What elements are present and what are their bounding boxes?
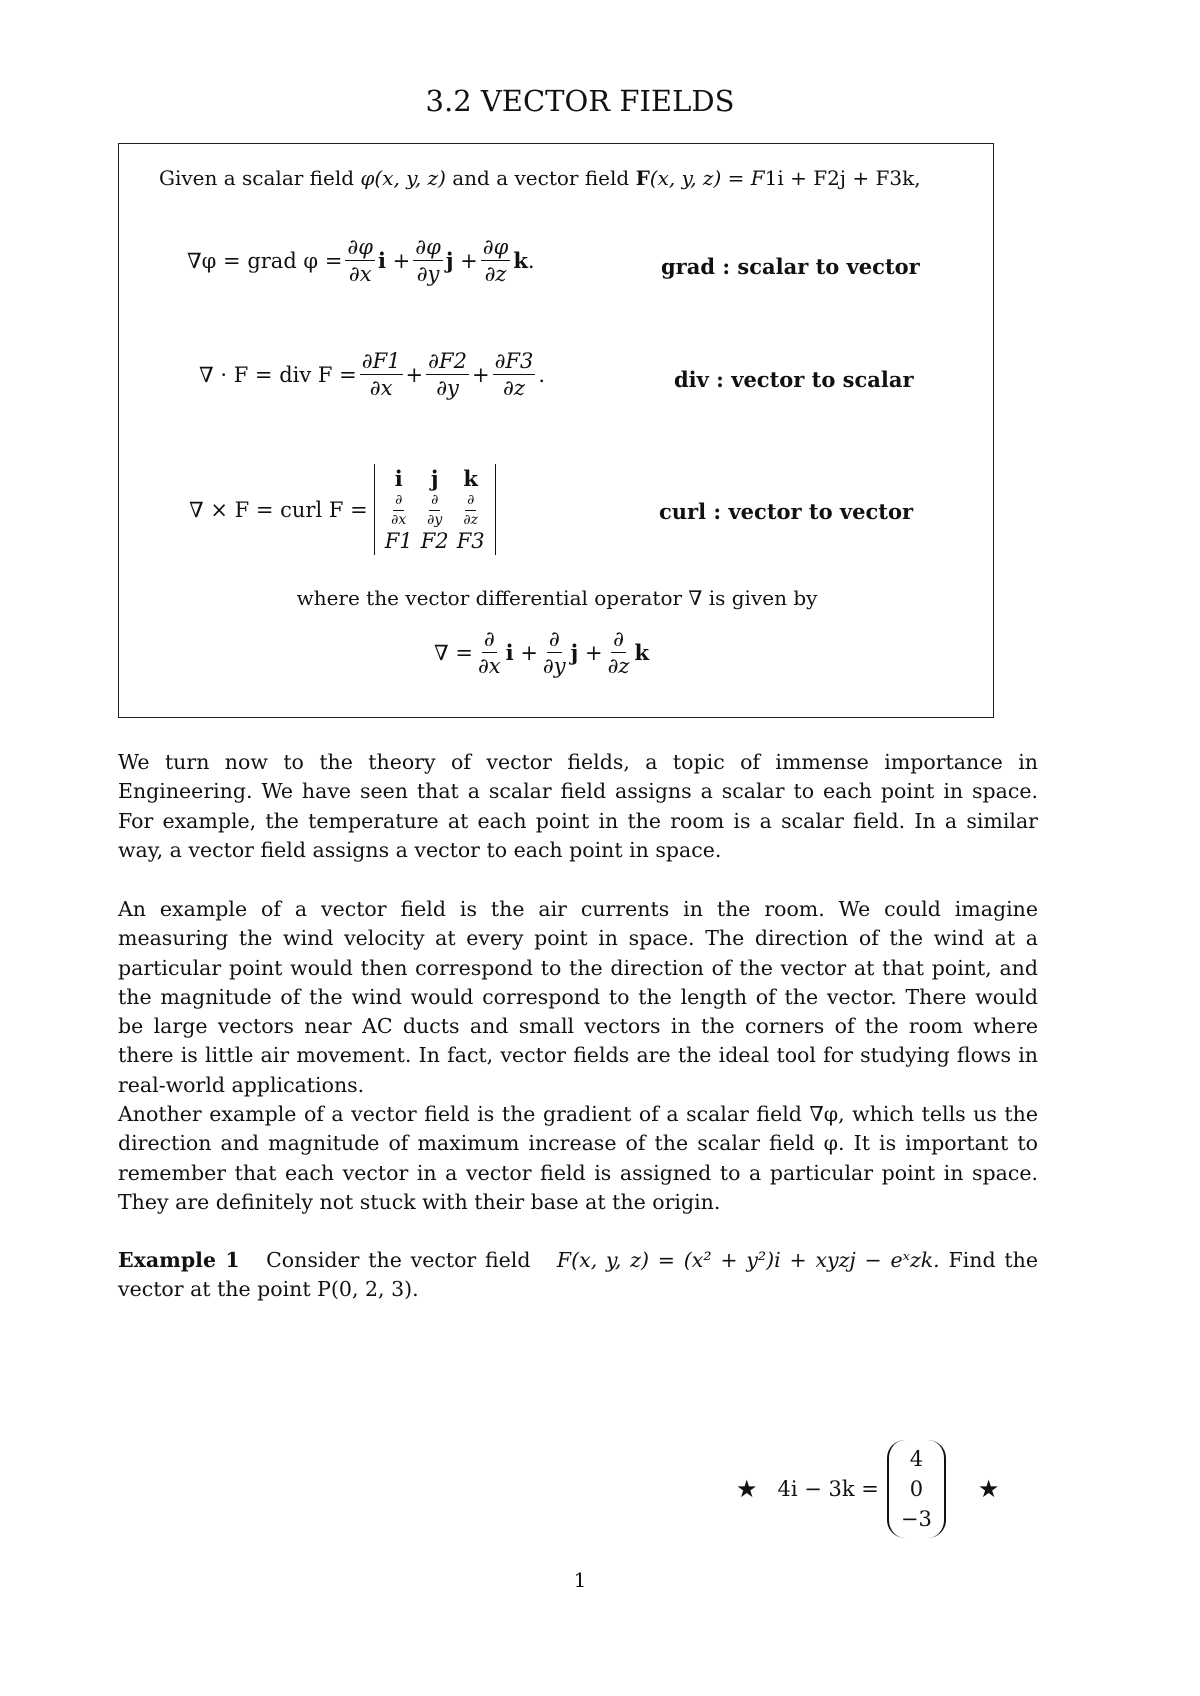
div-equation: ∇ · F = div F = $\frac{\partial F1}{\partial x}$ + $\frac{\partial F2}{\partial y}$ + $\frac{\partial F3}{\partial z}$ . xyxy=(199,349,546,401)
curl-equation: ∇ × F = curl F = i j k $\frac{\partial}{\partial x}$ $\frac{\partial}{\partial y}$ $\frac{\partial}{\partial z}$ F1 F2 F3 xyxy=(189,464,496,555)
formula-box xyxy=(118,143,994,718)
star-icon: ★ xyxy=(736,1475,758,1503)
grad-equation: ∇φ = grad φ = $\frac{\partial\varphi}{\partial x}$ i + $\frac{\partial\varphi}{\partial y}$ j + $\frac{\partial\varphi}{\partial z}$ k . xyxy=(187,235,535,287)
nabla-caption: where the vector differential operator ∇ is given by xyxy=(296,586,818,610)
star-icon: ★ xyxy=(977,1475,1000,1503)
curl-tag: curl : vector to vector xyxy=(659,499,914,524)
paragraph-3: Another example of a vector field is the gradient of a scalar field ∇φ, which tells us the direction and magnitude of maximum increase of the scalar field φ. It is important to remember that each vector in a vector field is assigned to a particular point in space. They are definitely not stuck with their base at the origin. xyxy=(118,1102,1038,1214)
paragraph-2: An example of a vector field is the air currents in the room. We could imagine measuring the wind velocity at every point in space. The direction of the wind at a particular point would then correspond to the direction of the vector at that point, and the magnitude of the wind would correspond to the length of the vector. There would be large vectors near AC ducts and small vectors in the corners of the room where there is little air movement. In fact, vector fields are the ideal tool for studying flows in real-world applications. xyxy=(118,897,1038,1097)
example-1: Example 1 Consider the vector field F(x, y, z) = (x² + y²)i + xyzj − eˣzk. Find the vector at the point P(0, 2, 3). xyxy=(118,1248,1038,1302)
grad-tag: grad : scalar to vector xyxy=(661,254,920,279)
div-tag: div : vector to scalar xyxy=(674,367,914,392)
example-answer: ★ 4i − 3k = 4 0 −3 ★ xyxy=(736,1440,999,1538)
curl-determinant: i j k $\frac{\partial}{\partial x}$ $\frac{\partial}{\partial y}$ $\frac{\partial}{\partial z}$ F1 F2 F3 xyxy=(374,464,496,555)
box-intro: Given a scalar field φ(x, y, z) and a vector field F(x, y, z) = F1i + F2j + F3k, xyxy=(159,166,921,190)
nabla-equation: ∇ = $\frac{\partial}{\partial x}$ i + $\frac{\partial}{\partial y}$ j + $\frac{\partial}{\partial z}$ k xyxy=(434,627,650,679)
example-formula: F(x, y, z) = (x² + y²)i + xyzj − eˣzk. xyxy=(556,1248,940,1272)
answer-vector: 4 0 −3 xyxy=(887,1440,946,1538)
example-label: Example 1 xyxy=(118,1248,240,1272)
paragraph-1: We turn now to the theory of vector fields, a topic of immense importance in Engineering. We have seen that a scalar field assigns a scalar to each point in space. For example, the temperature at each point in the room is a scalar field. In a similar way, a vector field assigns a vector to each point in space. xyxy=(118,750,1038,862)
page-number: 1 xyxy=(573,1568,587,1592)
page-title: 3.2 VECTOR FIELDS xyxy=(425,84,735,118)
